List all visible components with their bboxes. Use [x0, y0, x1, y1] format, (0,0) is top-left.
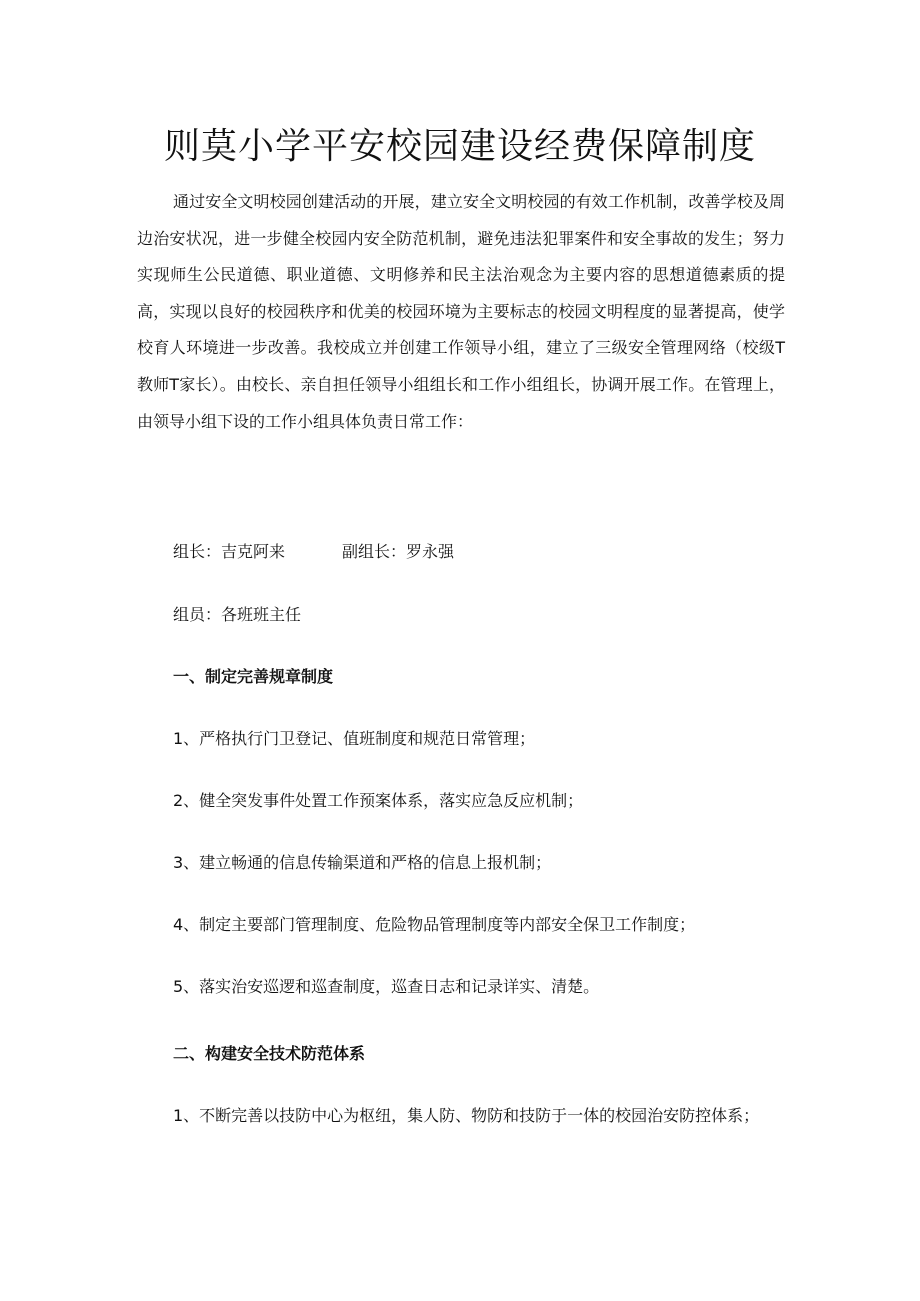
section2-item-1: 1、不断完善以技防中心为枢纽，集人防、物防和技防于一体的校园治安防控体系； — [173, 1106, 760, 1125]
section1-item-4: 4、制定主要部门管理制度、危险物品管理制度等内部安全保卫工作制度； — [173, 915, 696, 934]
section1-item-2: 2、健全突发事件处置工作预案体系，落实应急反应机制； — [173, 791, 584, 810]
section1-item-5: 5、落实治安巡逻和巡查制度，巡查日志和记录详实、清楚。 — [173, 977, 600, 996]
section1-heading: 一、制定完善规章制度 — [173, 667, 334, 686]
section1-item-1: 1、严格执行门卫登记、值班制度和规范日常管理； — [173, 729, 536, 748]
intro-paragraph: 通过安全文明校园创建活动的开展，建立安全文明校园的有效工作机制，改善学校及周边治安状况，进一步健全校园内安全防范机制，避免违法犯罪案件和安全事故的发生；努力实现师生公民道德、职业道德、文明修养和民主法治观念为主要内容的思想道德素质的提高，实现以良好的校园秩序和优美的校园环境为主要标志的校园文明程度的显著提高，使学校育人环境进一步改善。我校成立并创建工作领导小组，建立了三级安全管理网络（校级T教师T家长）。由校长、亲自担任领导小组组长和工作小组组长，协调开展工作。在管理上，由领导小组下设的工作小组具体负责日常工作： — [137, 192, 785, 431]
vice-leader-line: 副组长：罗永强 — [342, 542, 455, 561]
leader-line: 组长：吉克阿来 — [173, 542, 286, 561]
section2-heading: 二、构建安全技术防范体系 — [173, 1044, 366, 1063]
section1-item-3: 3、建立畅通的信息传输渠道和严格的信息上报机制； — [173, 853, 552, 872]
members-line: 组员：各班班主任 — [173, 605, 302, 624]
document-title: 则莫小学平安校园建设经费保障制度 — [163, 126, 756, 167]
